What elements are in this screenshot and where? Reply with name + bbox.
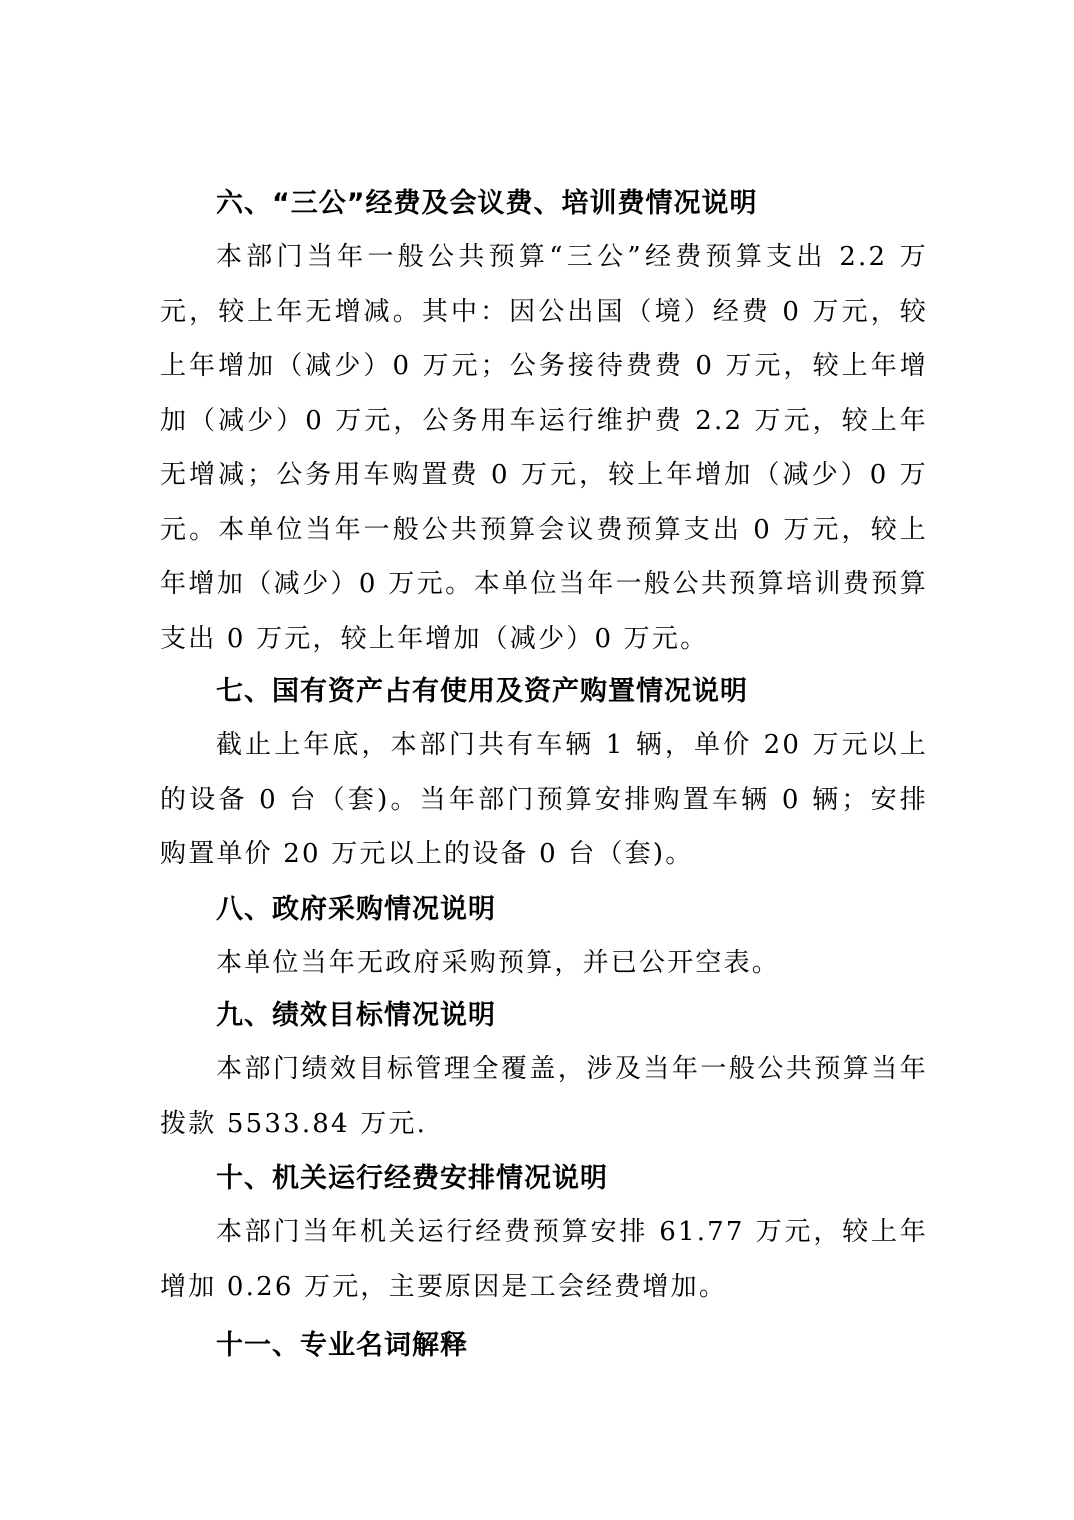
section-assets — [160, 666, 928, 882]
section-body: 本部门当年机关运行经费预算安排 61.77 万元，较上年增加 0.26 万元，主要原因是工会经费增加。 — [160, 1217, 928, 1302]
section-heading: 十一、专业名词解释 — [216, 1330, 468, 1361]
section-operating-funds — [160, 1153, 928, 1314]
section-body: 截止上年底，本部门共有车辆 1 辆，单价 20 万元以上的设备 0 台（套)。当年部门预算安排购置车辆 0 辆；安排购置单价 20 万元以上的设备 0 台（套)。 — [160, 730, 928, 869]
section-glossary — [160, 1320, 928, 1372]
document-page — [160, 178, 928, 1372]
section-heading: 八、政府采购情况说明 — [216, 893, 496, 925]
section-procurement — [160, 884, 928, 991]
section-heading: 九、绩效目标情况说明 — [216, 1000, 496, 1031]
section-body: 本部门当年一般公共预算“三公”经费预算支出 2.2 万元，较上年无增减。其中：因公出国（境）经费 0 万元，较上年增加（减少）0 万元；公务接待费费 0 万元，较上年增加（减少）0 万元，公务用车运行维护费 2.2 万元，较上年无增减；公务用车购置费 0 万元，较上年增加（减少）0 万元。本单位当年一般公共预算会议费预算支出 0 万元，较上年增加（减少）0 万元。本单位当年一般公共预算培训费预算支出 0 万元，较上年增加（减少）0 万元。 — [160, 242, 928, 654]
section-heading: 十、机关运行经费安排情况说明 — [216, 1163, 608, 1194]
section-body: 本部门绩效目标管理全覆盖，涉及当年一般公共预算当年拨款 5533.84 万元. — [160, 1054, 928, 1139]
section-performance — [160, 990, 928, 1151]
section-heading: 六、“三公”经费及会议费、培训费情况说明 — [216, 188, 758, 219]
section-body: 本单位当年无政府采购预算，并已公开空表。 — [216, 947, 781, 978]
section-sangong — [160, 178, 928, 666]
section-heading: 七、国有资产占有使用及资产购置情况说明 — [216, 676, 748, 707]
